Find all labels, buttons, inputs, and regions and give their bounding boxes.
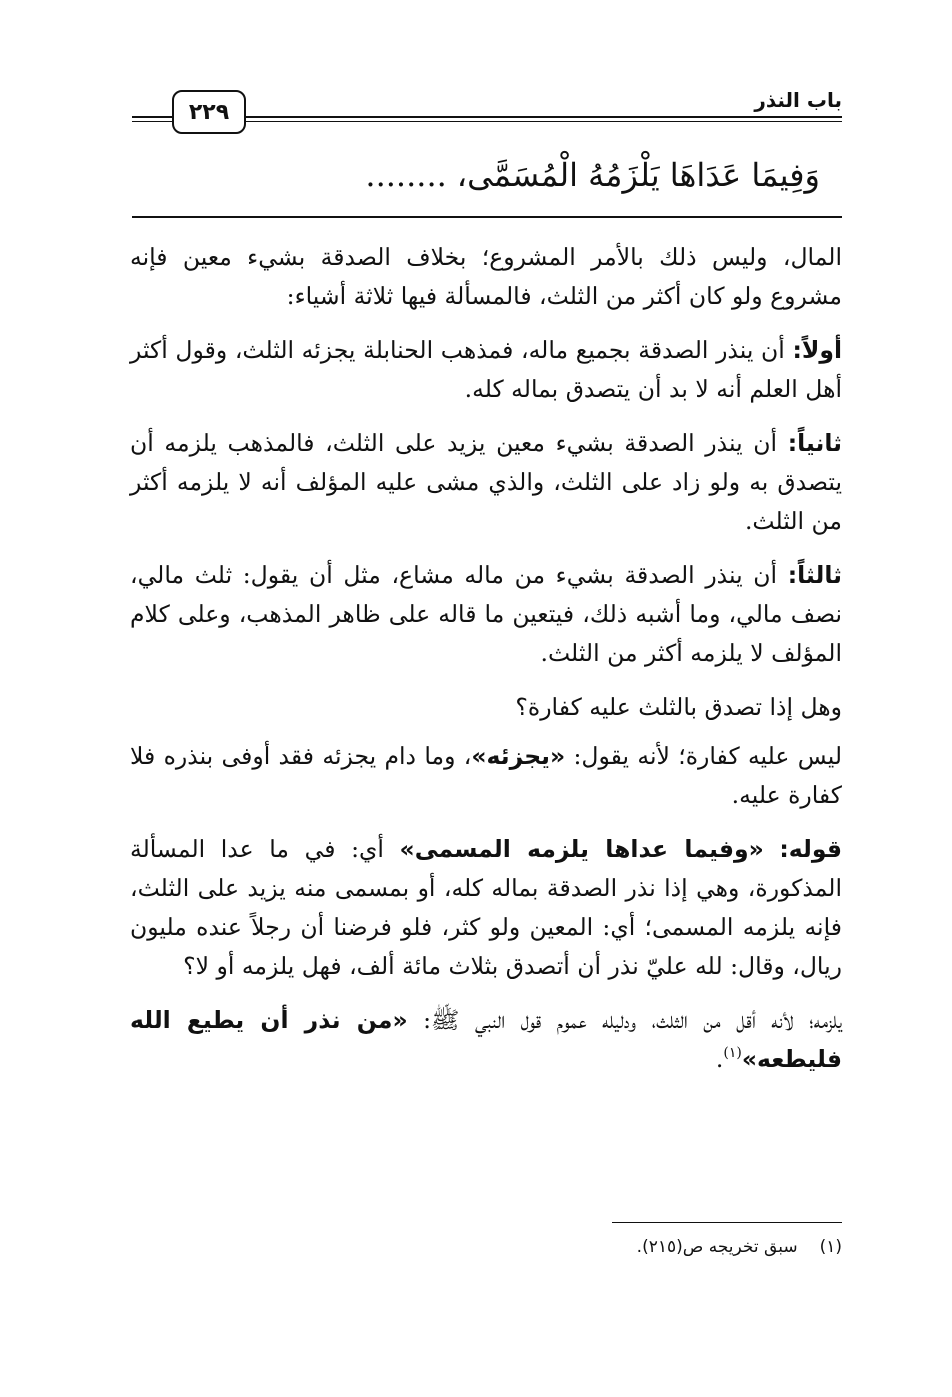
- paragraph: [130, 556, 842, 673]
- chapter-title: باب النذر: [754, 88, 842, 112]
- paragraph-lead: أولاً:: [792, 336, 842, 364]
- commentary-body: [130, 238, 842, 1094]
- page-header: [132, 84, 842, 134]
- page-number: ٢٢٩: [172, 90, 246, 134]
- paragraph-lead: ثانياً:: [787, 429, 842, 457]
- paragraph-text: أن ينذر الصدقة بشيء من ماله مشاع، مثل أن يقول: ثلث مالي، نصف مالي، وما أشبه ذلك، فيتعين ما قاله على ظاهر المذهب، وعلى كلام المؤلف لا يلزمه أكثر من الثلث.: [130, 561, 842, 667]
- footnote-marker[interactable]: (١): [723, 1045, 742, 1061]
- matn-dots: ........: [365, 156, 447, 194]
- header-rule: [132, 121, 172, 122]
- footnote-number: (١): [819, 1237, 842, 1257]
- paragraph: [130, 830, 842, 986]
- footnote-divider: [612, 1222, 842, 1223]
- paragraph-lead: ثالثاً:: [787, 561, 842, 589]
- paragraph: [130, 331, 842, 409]
- paragraph: [130, 737, 842, 815]
- footnote-text: سبق تخريجه ص(٢١٥).: [636, 1237, 798, 1257]
- paragraph-text: وهل إذا تصدق بالثلث عليه كفارة؟: [515, 693, 842, 721]
- matn-divider: [132, 216, 842, 218]
- quoted-term: «يجزئه»: [471, 742, 566, 770]
- matn-text: وَفِيمَا عَدَاهَا يَلْزَمُهُ الْمُسَمَّى،: [456, 156, 820, 194]
- footnote: [130, 1232, 842, 1262]
- paragraph-text: المال، وليس ذلك بالأمر المشروع؛ بخلاف الصدقة بشيء معين فإنه مشروع ولو كان أكثر من الثلث، فالمسألة فيها ثلاثة أشياء:: [130, 243, 842, 310]
- paragraph-text: ، وما دام يجزئه فقد أوفى بنذره فلا كفارة عليه.: [130, 742, 842, 809]
- paragraph-text: أن ينذر الصدقة بجميع ماله، فمذهب الحنابلة يجزئه الثلث، وقول أكثر أهل العلم أنه لا بد أن يتصدق بماله كله.: [130, 336, 842, 403]
- paragraph-text: [764, 835, 780, 863]
- paragraph-lead: قوله:: [779, 835, 842, 863]
- paragraph: [130, 424, 842, 541]
- quoted-matn: «وفيما عداها يلزمه المسمى»: [399, 835, 764, 863]
- paragraph: [130, 688, 842, 727]
- header-rule: [244, 121, 842, 122]
- paragraph-text: أي: في ما عدا المسألة المذكورة، وهي إذا نذر الصدقة بماله كله، أو بمسمى منه يزيد على الثلث، فإنه يلزمه المسمى؛ أي: المعين ولو كثر، فلو فرضنا أن رجلاً عنده مليون ريال، وقال: لله عليّ نذر أن أتصدق بثلاث مائة ألف، فهل يلزمه أو لا؟: [130, 835, 842, 980]
- paragraph-text: .: [715, 1045, 724, 1073]
- paragraph-text: أن ينذر الصدقة بشيء معين يزيد على الثلث، فالمذهب يلزمه أن يتصدق به ولو زاد على الثلث، والذي مشى عليه المؤلف أنه لا يلزمه أكثر من الثلث.: [130, 429, 842, 535]
- header-rule: [244, 116, 842, 118]
- header-rule: [132, 116, 172, 118]
- paragraph-text: ليس عليه كفارة؛ لأنه يقول:: [565, 742, 842, 770]
- paragraph-text: يلزمه؛ لأنه أقل من الثلث، ودليله عموم قول النبي ﷺ:: [407, 1006, 842, 1034]
- matn-line: [110, 150, 820, 200]
- paragraph: [130, 238, 842, 316]
- hadith-quote: «من نذر أن يطيع الله فليطعه»: [130, 1006, 842, 1073]
- paragraph: [130, 1001, 842, 1079]
